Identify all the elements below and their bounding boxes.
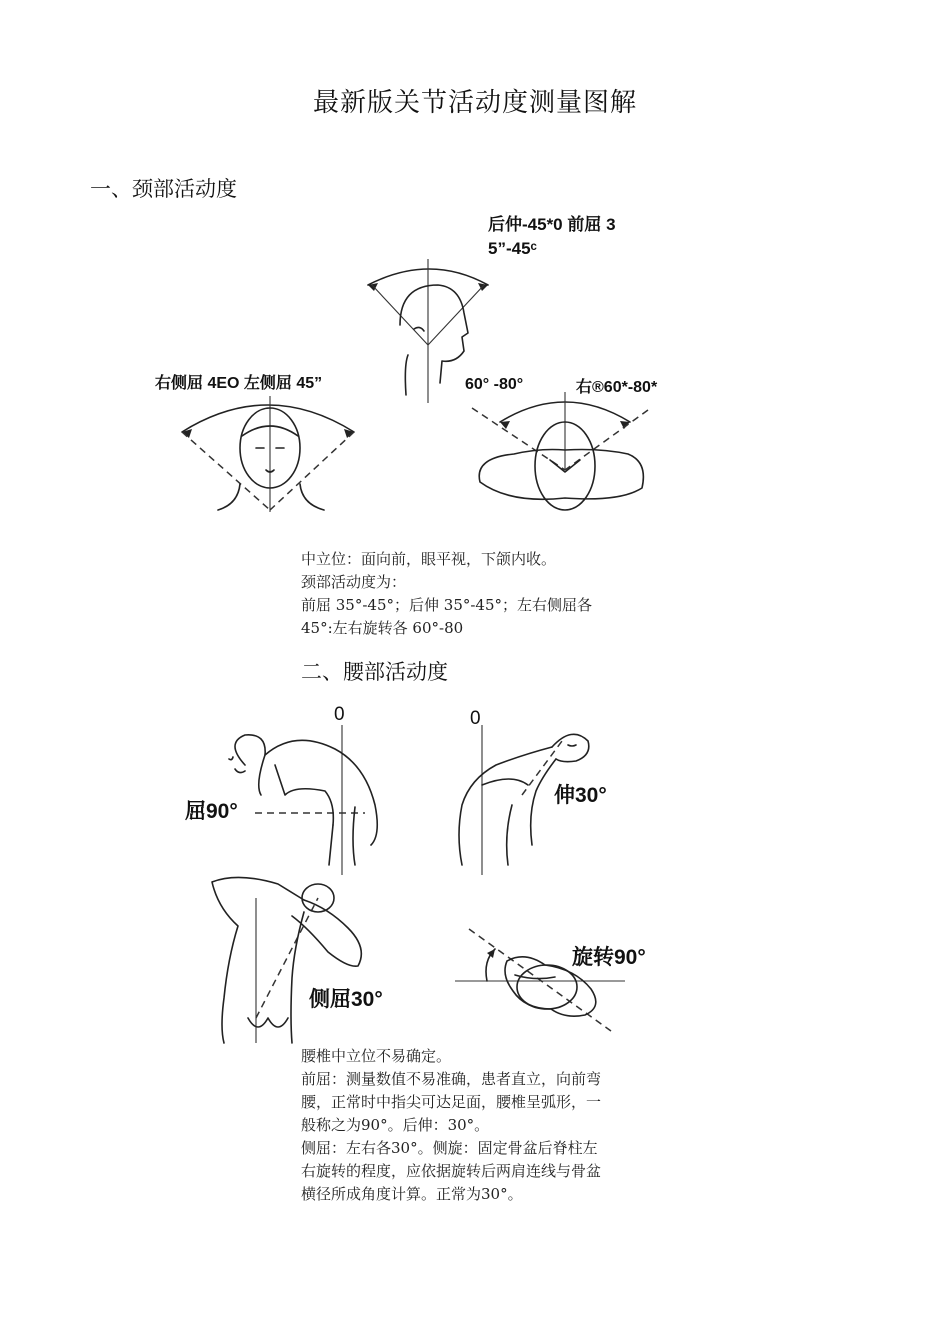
lumbar-desc-line: 横径所成角度计算。正常为30°。 [301, 1185, 523, 1203]
lumbar-desc-line: 右旋转的程度，应依据旋转后两肩连线与骨盆 [301, 1162, 602, 1180]
lumbar-rotation-figure [455, 925, 625, 1035]
lumbar-flex-label: 屈90° [185, 800, 238, 823]
neck-rotation-left-label: 60° -80° [465, 376, 524, 393]
lumbar-desc-line: 腰椎中立位不易确定。 [301, 1047, 452, 1065]
lumbar-desc-line: 般称之为90°。后伸：30°。 [301, 1116, 490, 1134]
lumbar-desc-line: 腰，正常时中指尖可达足面，腰椎呈弧形，一 [301, 1093, 602, 1111]
neck-desc-line: 中立位：面向前，眼平视，下颌内收。 [301, 550, 557, 568]
lumbar-section-heading: 二、腰部活动度 [301, 660, 448, 684]
lumbar-desc-line: 侧屈：左右各30°。侧旋：固定骨盆后脊柱左 [301, 1139, 598, 1157]
page-title: 最新版关节活动度测量图解 [312, 88, 637, 118]
neck-rotation-figure [470, 392, 650, 527]
neck-rotation-right-label: 右®60*-80* [576, 379, 658, 396]
lumbar-desc-line: 前屈：测量数值不易准确，患者直立，向前弯 [301, 1070, 602, 1088]
neck-lateral-label: 右侧屈 4EO 左侧屈 45” [155, 375, 323, 392]
neck-description [301, 548, 592, 640]
neck-flex-ext-label-line1: 后仲-45*0 前屈 3 [488, 215, 616, 234]
neck-flex-ext-label-line2: 5”-45ᶜ [488, 239, 537, 258]
neck-section-heading: 一、颈部活动度 [90, 177, 237, 201]
neck-desc-line: 45°:左右旋转各 60°-80 [301, 619, 464, 637]
lumbar-ext-label: 伸30° [554, 784, 607, 807]
neck-desc-line: 颈部活动度为： [301, 573, 407, 591]
neck-flex-ext-label [488, 213, 616, 261]
lumbar-extension-figure [452, 725, 602, 875]
neck-desc-line: 前屈 35°-45°；后伸 35°-45°；左右侧屈各 [301, 596, 593, 614]
lumbar-rotation-label: 旋转90° [572, 946, 646, 969]
lumbar-flexion-figure [205, 725, 385, 875]
lumbar-lateral-label: 侧屈30° [309, 988, 383, 1011]
lumbar-description [301, 1045, 601, 1206]
lumbar-flex-zero-label: 0 [334, 704, 345, 725]
neck-lateral-figure [178, 386, 358, 516]
lumbar-lateral-figure [208, 868, 378, 1043]
lumbar-ext-zero-label: 0 [470, 708, 481, 729]
